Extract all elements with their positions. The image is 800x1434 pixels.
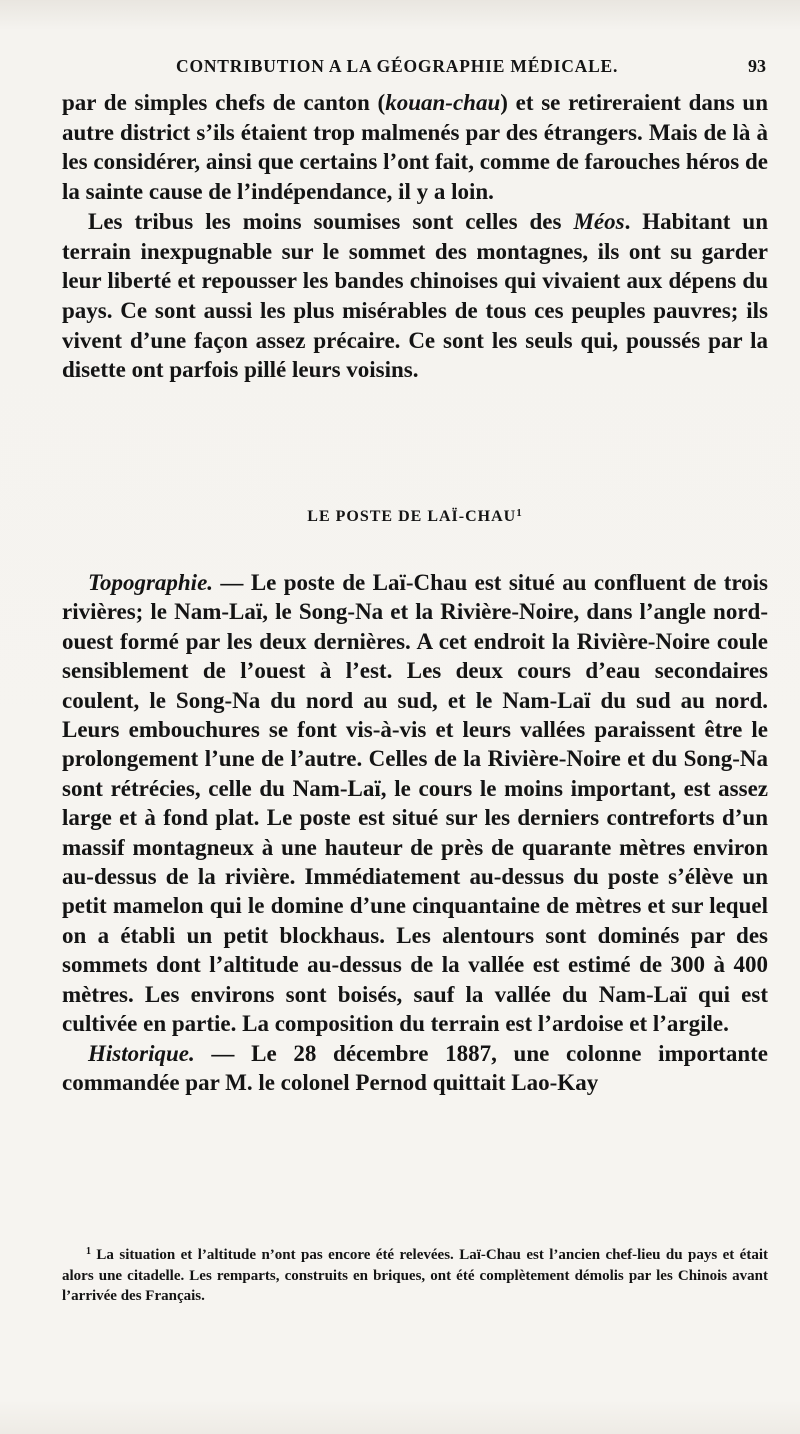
page-header — [176, 56, 766, 86]
footnote — [62, 1242, 768, 1307]
paragraph-lead: Topographie. — [88, 570, 214, 595]
paragraph-meos — [62, 207, 768, 385]
paragraph-lead: Historique. — [88, 1040, 195, 1066]
section-heading-text: LE POSTE DE LAÏ-CHAU — [307, 508, 517, 525]
footnote-marker: 1 — [516, 507, 523, 519]
footnote-text: La situation et l’altitude n’ont pas encore été relevées. Laï-Chau est l’ancien chef-lieu du pays et était alors une citadelle. Les remparts, construits en briques, ont été complètement démolis par les Chinois avant l’arrivée des Français. — [62, 1247, 768, 1304]
paragraph-text: Les tribus les moins soumises sont celles des — [88, 208, 574, 234]
paragraph-text: — Le poste de Laï-Chau est situé au confluent de trois rivières; le Nam-Laï, le Song-Na et la Rivière-Noire, dans l’angle nord-ouest formé par les deux dernières. A cet endroit la Rivière-Noire coule sensiblement de l’ouest à l’est. Les deux cours d’eau secondaires coulent, le Song-Na du nord au sud, et le Nam-Laï du sud au nord. Leurs embouchures se font vis-à-vis et leurs vallées paraissent être le prolongement l’une de l’autre. Celles de la Rivière-Noire et du Song-Na sont rétrécies, celle du Nam-Laï, le cours le moins important, est assez large et à fond plat. Le poste est situé sur les derniers contreforts d’un massif montagneux à une hauteur de près de quarante mètres environ au-dessus de la rivière. Immédiatement au-dessus du poste s’élève un petit mamelon qui le domine d’une cinquantaine de mètres et sur lequel on a établi un petit blockhaus. Les alentours sont dominés par des sommets dont l’altitude au-dessus de la vallée est estimé de 300 à 400 mètres. Les environs sont boisés, sauf la vallée du Nam-Laï qui est cultivée en partie. La composition du terrain est l’ardoise et l’argile. — [62, 570, 768, 1037]
italic-term: Méos — [573, 208, 625, 234]
running-title: CONTRIBUTION A LA GÉOGRAPHIE MÉDICALE. — [176, 56, 619, 76]
paragraph-text: — Le 28 décembre 1887, une colonne importante commandée par M. le colonel Pernod quittait Lao-Kay — [62, 1040, 768, 1095]
paragraph-text: . Habitant un terrain inexpugnable sur le sommet des montagnes, ils ont su garder leur liberté et repousser les bandes chinoises qui vivaient aux dépens du pays. Ce sont aussi les plus misérables de tous ces peuples pauvres; ils vivent d’une façon assez précaire. Ce sont les seuls qui, poussés par la disette ont parfois pillé leurs voisins. — [62, 208, 768, 383]
paragraph-text: par de simples chefs de canton ( — [62, 90, 386, 115]
paragraph-canton — [62, 88, 768, 207]
paragraph-text: ) et se retireraient dans un autre district s’ils étaient trop malmenés par des étrangers. Mais de là à les considérer, ainsi que certains l’ont fait, comme de farouches héros de la sainte cause de l’indépendance, il y a loin. — [62, 90, 768, 205]
italic-term: kouan-chau — [385, 90, 501, 115]
footnote-number: 1 — [86, 1246, 91, 1257]
paragraph-historique — [62, 1039, 768, 1098]
main-text-section — [62, 568, 768, 1097]
section-heading — [62, 507, 768, 526]
main-text-top — [62, 88, 768, 385]
page-number: 93 — [748, 56, 766, 76]
paragraph-topographie — [62, 568, 768, 1039]
